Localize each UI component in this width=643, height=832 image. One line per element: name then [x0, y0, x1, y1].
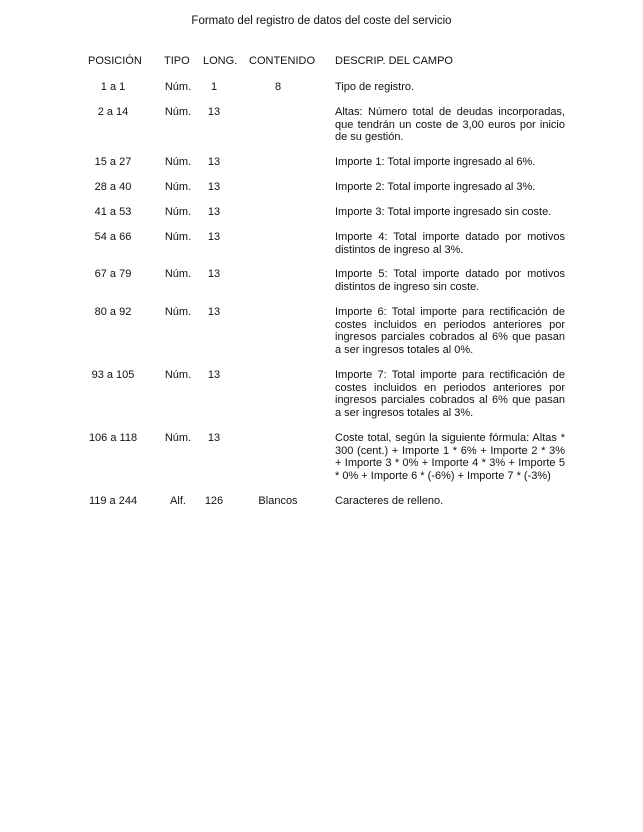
row-description: Importe 2: Total importe ingresado al 3%. — [335, 181, 536, 193]
header-length: LONG. — [203, 55, 238, 67]
row-length: 13 — [207, 369, 221, 381]
row-position: 54 a 66 — [94, 231, 132, 243]
row-description: Coste total, según la siguiente fórmula: Altas * 300 (cent.) + Importe 1 * 6% + Importe 2 * 3% + Importe 3 * 0% + Importe 4 * 3% + Importe 5 * 0% + Importe 6 * (-6%) + Importe 7 * (-3%) — [335, 432, 565, 482]
row-length: 13 — [207, 231, 221, 243]
row-position: 67 a 79 — [94, 268, 132, 280]
row-description: Importe 7: Total importe para rectificación de costes incluidos en periodos anteriores por ingresos parciales cobrados al 6% que pasan a ser ingresos totales al 3%. — [335, 369, 565, 419]
row-length: 13 — [207, 432, 221, 444]
page-title: Formato del registro de datos del coste del servicio — [191, 15, 452, 27]
row-description: Importe 3: Total importe ingresado sin coste. — [335, 206, 552, 218]
row-type: Núm. — [164, 181, 192, 193]
row-position: 1 a 1 — [100, 81, 126, 93]
row-description: Altas: Número total de deudas incorporadas, que tendrán un coste de 3,00 euros por inicio de su gestión. — [335, 106, 565, 144]
header-type: TIPO — [164, 55, 190, 67]
row-description: Importe 5: Total importe datado por motivos distintos de ingreso sin coste. — [335, 268, 565, 293]
header-content: CONTENIDO — [249, 55, 315, 67]
row-length: 13 — [207, 306, 221, 318]
row-type: Núm. — [164, 268, 192, 280]
row-type: Núm. — [164, 432, 192, 444]
row-length: 126 — [204, 495, 224, 507]
row-length: 13 — [207, 268, 221, 280]
row-type: Núm. — [164, 231, 192, 243]
row-description: Tipo de registro. — [335, 81, 415, 93]
row-length: 13 — [207, 181, 221, 193]
row-description: Importe 6: Total importe para rectificación de costes incluidos en periodos anteriores por ingresos parciales cobrados al 6% que pasan a ser ingresos totales al 0%. — [335, 306, 565, 356]
row-position: 93 a 105 — [91, 369, 135, 381]
row-position: 2 a 14 — [97, 106, 129, 118]
row-position: 41 a 53 — [94, 206, 132, 218]
row-content: Blancos — [258, 495, 298, 507]
row-type: Núm. — [164, 81, 192, 93]
row-description: Caracteres de relleno. — [335, 495, 444, 507]
row-position: 28 a 40 — [94, 181, 132, 193]
row-length: 1 — [210, 81, 218, 93]
row-description: Importe 1: Total importe ingresado al 6%. — [335, 156, 536, 168]
row-type: Núm. — [164, 156, 192, 168]
row-length: 13 — [207, 156, 221, 168]
header-description: DESCRIP. DEL CAMPO — [335, 55, 453, 67]
row-position: 80 a 92 — [94, 306, 132, 318]
row-position: 106 a 118 — [88, 432, 138, 444]
row-position: 119 a 244 — [88, 495, 138, 507]
row-type: Núm. — [164, 369, 192, 381]
row-content: 8 — [274, 81, 282, 93]
row-position: 15 a 27 — [94, 156, 132, 168]
row-description: Importe 4: Total importe datado por motivos distintos de ingreso al 3%. — [335, 231, 565, 256]
row-type: Núm. — [164, 206, 192, 218]
row-type: Alf. — [170, 495, 186, 507]
row-length: 13 — [207, 106, 221, 118]
row-type: Núm. — [164, 306, 192, 318]
row-length: 13 — [207, 206, 221, 218]
header-position: POSICIÓN — [88, 55, 142, 67]
row-type: Núm. — [164, 106, 192, 118]
